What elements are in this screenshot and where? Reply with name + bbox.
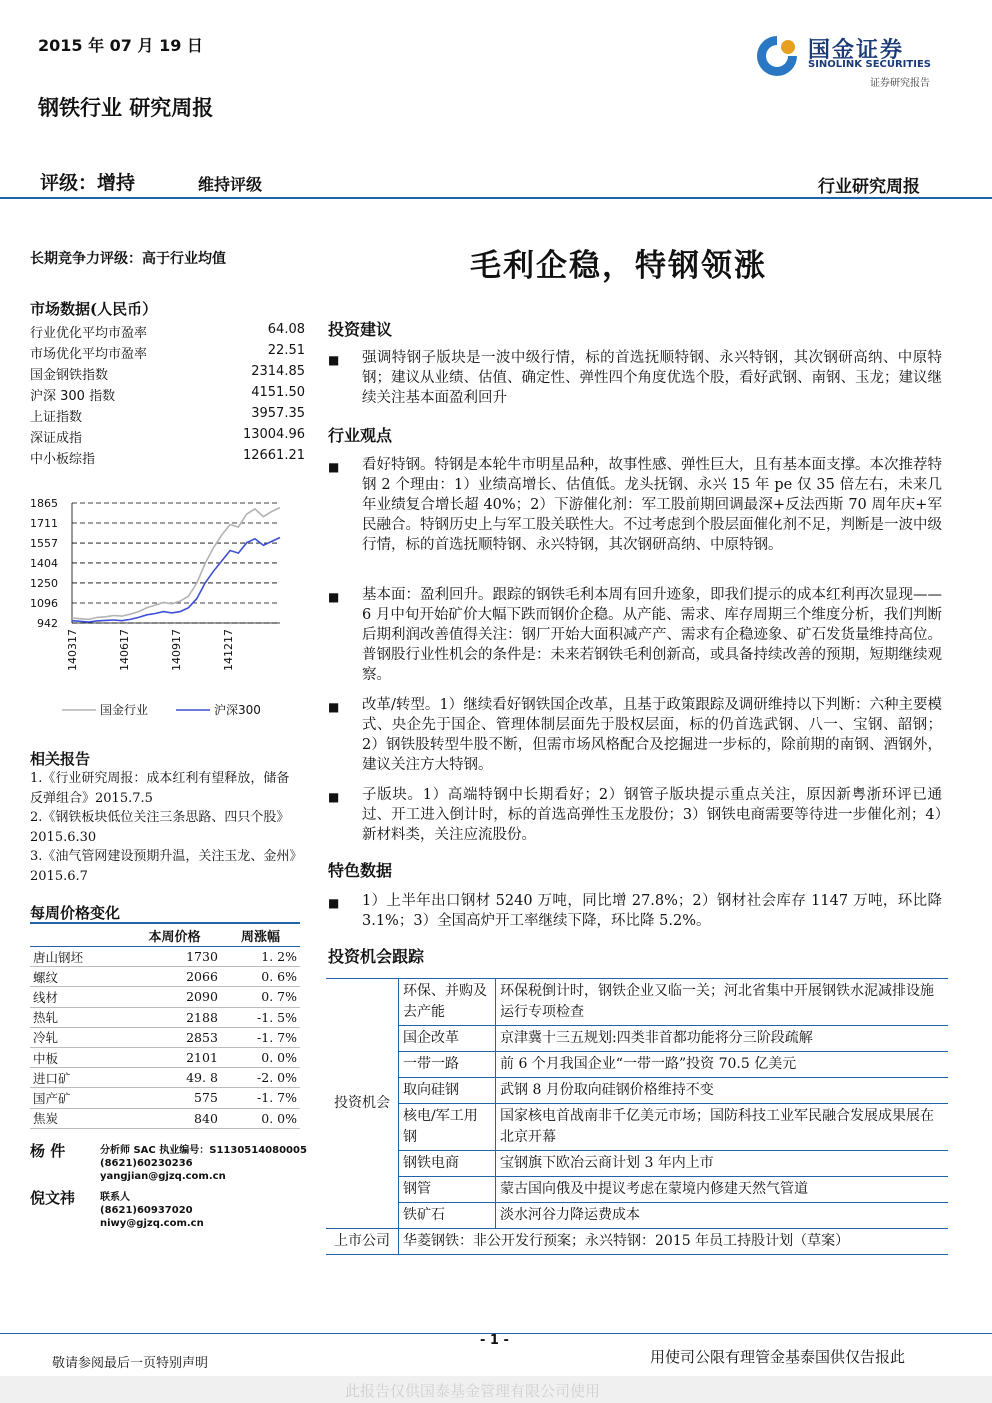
y-tick-label: 1250: [30, 576, 58, 590]
price-change: 0. 7%: [221, 987, 300, 1007]
price-row: [30, 1108, 300, 1128]
opportunity-group-label: 投资机会: [326, 979, 399, 1229]
market-label: 市场优化平均市盈率: [30, 347, 148, 362]
report-type: 行业研究周报: [818, 177, 920, 197]
x-tick-label: 140917: [170, 629, 183, 671]
market-value: 4151.50: [251, 385, 305, 400]
legend-label: 国金行业: [100, 703, 149, 717]
index-line-chart: [30, 490, 320, 730]
rating: 评级：增持: [40, 172, 136, 194]
related-report-item: 3.《油气管网建设预期升温，关注玉龙、金州》2015.6.7: [30, 849, 296, 884]
analyst-phone: (8621)60937020: [100, 1205, 193, 1216]
market-row: [30, 448, 305, 469]
price-item: 冷轧: [30, 1027, 128, 1047]
bullet-text: 1）上半年出口钢材 5240 万吨，同比增 27.8%；2）钢材社会库存 1147 万吨，环比降 3.1%；3）全国高炉开工率继续下降，环比降 5.2%。: [362, 893, 942, 929]
document-title: 钢铁行业 研究周报: [38, 95, 214, 120]
price-value: 2188: [128, 1007, 221, 1027]
analyst-role: 联系人: [100, 1192, 130, 1203]
market-value: 3957.35: [251, 406, 305, 421]
bullet-square-icon: ■: [328, 896, 340, 910]
analyst-email: niwy@gjzq.com.cn: [100, 1218, 204, 1229]
series-line: [72, 538, 280, 623]
section-opportunity-tracking: 投资机会跟踪: [328, 947, 425, 966]
opportunity-news: 蒙古国向俄及中提议考虑在蒙境内修建天然气管道: [496, 1177, 949, 1203]
analyst-sac: 分析师 SAC 执业编号：S1130514080005: [100, 1145, 307, 1156]
opportunity-row: [326, 1203, 948, 1229]
price-change: 0. 0%: [221, 1108, 300, 1128]
price-row: [30, 1088, 300, 1108]
price-row: [30, 967, 300, 987]
price-header-change: 周涨幅: [221, 923, 300, 947]
bullet-square-icon: ■: [328, 790, 340, 804]
chart-y-ticks: [30, 497, 58, 630]
section-featured-data: 特色数据: [328, 861, 393, 880]
analyst-phone: (8621)60230236: [100, 1158, 193, 1169]
price-item: 唐山钢坯: [30, 947, 128, 967]
price-value: 1730: [128, 947, 221, 967]
x-tick-label: 140617: [118, 629, 131, 671]
logo-mark-icon: [755, 32, 805, 82]
price-header-price: 本周价格: [128, 923, 221, 947]
section-industry-view: 行业观点: [328, 426, 393, 445]
bullet-item: [328, 348, 942, 408]
listed-company-label: 上市公司: [326, 1229, 399, 1255]
price-change: 0. 6%: [221, 967, 300, 987]
price-item: 中板: [30, 1047, 128, 1067]
market-value: 64.08: [267, 322, 305, 337]
market-row: [30, 427, 305, 448]
bullet-square-icon: ■: [328, 700, 340, 714]
analyst-email: yangjian@gjzq.com.cn: [100, 1171, 226, 1182]
bullet-text: 子版块。1）高端特钢中长期看好；2）钢管子版块提示重点关注，原因新粤浙环评已通过、开工进入倒计时，标的首选高弹性玉龙股份；3）钢铁电商需要等待进一步催化剂；4）新材料类，关注应流股份。: [362, 787, 942, 843]
rating-keep: 维持评级: [198, 175, 263, 194]
opportunity-news: 淡水河谷力降运费成本: [496, 1203, 949, 1229]
market-label: 国金钢铁指数: [30, 368, 109, 383]
price-item: 螺纹: [30, 967, 128, 987]
bullet-item: [328, 891, 942, 931]
price-table-header: [30, 923, 300, 947]
related-reports-title: 相关报告: [30, 750, 91, 768]
opportunity-theme: 环保、并购及去产能: [399, 979, 496, 1026]
logo-text-en: SINOLINK SECURITIES: [808, 59, 931, 70]
price-row: [30, 1068, 300, 1088]
opportunity-news: 宝钢旗下欧冶云商计划 3 年内上市: [496, 1151, 949, 1177]
footer-disclaimer: 敬请参阅最后一页特别声明: [52, 1356, 209, 1371]
listed-company-row: [326, 1229, 948, 1255]
opportunity-news: 环保税倒计时，钢铁企业又临一关；河北省集中开展钢铁水泥减排设施运行专项检查: [496, 979, 949, 1026]
market-row: [30, 385, 305, 406]
chart-grid: [72, 503, 280, 623]
price-value: 49. 8: [128, 1068, 221, 1088]
analyst-contact: [100, 1144, 307, 1183]
bullet-item: [328, 695, 942, 775]
price-header-blank: [30, 923, 128, 947]
market-row: [30, 322, 305, 343]
bullet-text: 基本面：盈利回升。跟踪的钢铁毛利本周有回升迹象，即我们提示的成本红利再次显现——6 月中旬开始矿价大幅下跌而钢价企稳。从产能、需求、库存周期三个维度分析，我们判断后期利润改善值得关注：钢厂开始大面积减产产、需求有企稳迹象、矿石发货量维持高位。普钢股行业性机会的条件是：未来若钢铁毛利创新高，或具备持续改善的预期，短期继续观察。: [362, 587, 942, 683]
price-change: -2. 0%: [221, 1068, 300, 1088]
analyst-name: 杨 件: [30, 1142, 66, 1160]
page-number: - 1 -: [480, 1333, 509, 1348]
y-tick-label: 1711: [30, 517, 58, 531]
analyst-contact: [100, 1191, 204, 1230]
price-value: 2090: [128, 987, 221, 1007]
related-report-item: 2.《钢铁板块低位关注三条思路、四只个股》2015.6.30: [30, 810, 290, 845]
price-row: [30, 1027, 300, 1047]
opportunity-row: [326, 1026, 948, 1052]
price-value: 575: [128, 1088, 221, 1108]
bullet-text: 改革/转型。1）继续看好钢铁国企改革，且基于政策跟踪及调研维持以下判断：六种主要模式、央企先于国企、管理体制层面先于股权层面，标的仍首选武钢、八一、宝钢、韶钢；2）钢铁股转型牛股不断，但需市场风格配合及挖掘进一步标的，除前期的南钢、酒钢外，建议关注方大特钢。: [362, 697, 942, 773]
price-item: 线材: [30, 987, 128, 1007]
opportunity-row: [326, 1151, 948, 1177]
opportunity-row: [326, 1177, 948, 1203]
listed-company-news: 华菱钢铁：非公开发行预案；永兴特钢：2015 年员工持股计划（草案）: [399, 1229, 949, 1255]
opportunity-row: [326, 979, 948, 1026]
section-investment-advice: 投资建议: [328, 320, 393, 339]
opportunity-row: [326, 1104, 948, 1151]
price-change: -1. 7%: [221, 1027, 300, 1047]
market-row: [30, 406, 305, 427]
opportunity-row: [326, 1078, 948, 1104]
market-value: 12661.21: [242, 448, 305, 463]
chart-x-ticks: [66, 629, 235, 671]
x-tick-label: 140317: [66, 629, 79, 671]
logo-text-cn: 国金证券: [808, 38, 905, 63]
price-item: 进口矿: [30, 1068, 128, 1088]
market-label: 深证成指: [30, 431, 83, 446]
price-row: [30, 987, 300, 1007]
price-value: 2101: [128, 1047, 221, 1067]
market-label: 上证指数: [30, 410, 83, 425]
opportunity-theme: 取向硅钢: [399, 1078, 496, 1104]
market-label: 沪深 300 指数: [30, 389, 116, 404]
y-tick-label: 1404: [30, 556, 58, 570]
y-tick-label: 1096: [30, 596, 58, 610]
y-tick-label: 942: [37, 617, 58, 630]
market-value: 2314.85: [251, 364, 305, 379]
price-value: 2066: [128, 967, 221, 987]
competitiveness-rating: 长期竞争力评级：高于行业均值: [30, 251, 226, 267]
report-date: 2015 年 07 月 19 日: [38, 36, 203, 55]
related-report-item: 1.《行业研究周报：成本红利有望释放，储备反弹组合》2015.7.5: [30, 771, 290, 806]
opportunity-news: 国家核电首战南非千亿美元市场；国防科技工业军民融合发展成果展在北京开幕: [496, 1104, 949, 1151]
bullet-item: [328, 585, 942, 685]
bullet-text: 强调特钢子版块是一波中级行情，标的首选抚顺特钢、永兴特钢，其次钢研高纳、中原特钢；建议从业绩、估值、确定性、弹性四个角度优选个股，看好武钢、南钢、玉龙；建议继续关注基本面盈利回升: [362, 350, 942, 406]
market-value: 22.51: [267, 343, 305, 358]
bullet-item: [328, 455, 942, 555]
price-change: 0. 0%: [221, 1047, 300, 1067]
opportunity-theme: 一带一路: [399, 1052, 496, 1078]
opportunity-theme: 国企改革: [399, 1026, 496, 1052]
market-value: 13004.96: [242, 427, 305, 442]
price-row: [30, 1047, 300, 1067]
market-label: 行业优化平均市盈率: [30, 326, 148, 341]
market-label: 中小板综指: [30, 452, 96, 467]
footer-usage-note: 用使司公限有理管金基泰国供仅告报此: [650, 1348, 906, 1366]
legend-label: 沪深300: [214, 703, 261, 717]
bullet-square-icon: ■: [328, 353, 340, 367]
y-tick-label: 1865: [30, 497, 58, 510]
opportunity-row: [326, 1052, 948, 1078]
bullet-text: 看好特钢。特钢是本轮牛市明星品种，故事性感、弹性巨大，且有基本面支撑。本次推荐特钢 2 个理由：1）业绩高增长、估值低。龙头抚钢、永兴 15 年 pe 仅 35 倍左右，未来几年业绩复合增长超 40%；2）下游催化剂：军工股前期回调最深+反法西斯 70 周年庆+军民融合。特钢历史上与军工股关联性大。不过考虑到个股层面催化剂不足，判断是一波中级行情，标的首选抚顺特钢、永兴特钢，其次钢研高纳、中原特钢。: [362, 457, 942, 553]
price-value: 840: [128, 1108, 221, 1128]
price-value: 2853: [128, 1027, 221, 1047]
opportunity-news: 武钢 8 月份取向硅钢价格维持不变: [496, 1078, 949, 1104]
opportunity-theme: 核电/军工用钢: [399, 1104, 496, 1151]
y-tick-label: 1557: [30, 537, 58, 551]
bullet-square-icon: ■: [328, 590, 340, 604]
bullet-square-icon: ■: [328, 460, 340, 474]
price-row: [30, 1007, 300, 1027]
opportunity-news: 京津冀十三五规划:四类非首都功能将分三阶段疏解: [496, 1026, 949, 1052]
price-change: -1. 5%: [221, 1007, 300, 1027]
x-tick-label: 141217: [222, 629, 235, 671]
price-row: [30, 947, 300, 967]
opportunity-theme: 钢管: [399, 1177, 496, 1203]
footer-watermark: 此报告仅供国泰基金管理有限公司使用: [345, 1382, 601, 1400]
logo-subtitle: 证券研究报告: [870, 78, 930, 89]
chart-legend: [62, 702, 261, 717]
analyst-name: 倪文祎: [30, 1189, 76, 1207]
price-change: 1. 2%: [221, 947, 300, 967]
report-headline: 毛利企稳，特钢领涨: [470, 248, 767, 284]
market-data-title: 市场数据(人民币）: [30, 300, 158, 318]
price-item: 热轧: [30, 1007, 128, 1027]
opportunity-news: 前 6 个月我国企业“一带一路”投资 70.5 亿美元: [496, 1052, 949, 1078]
weekly-price-title: 每周价格变化: [30, 904, 121, 922]
opportunity-table: [326, 978, 948, 1255]
bullet-item: [328, 785, 942, 845]
header-divider: [0, 197, 992, 199]
price-item: 国产矿: [30, 1088, 128, 1108]
opportunity-theme: 铁矿石: [399, 1203, 496, 1229]
weekly-price-table: [30, 922, 300, 1129]
chart-series-lines: [72, 508, 280, 622]
market-row: [30, 343, 305, 364]
price-item: 焦炭: [30, 1108, 128, 1128]
opportunity-theme: 钢铁电商: [399, 1151, 496, 1177]
price-change: -1. 7%: [221, 1088, 300, 1108]
market-row: [30, 364, 305, 385]
